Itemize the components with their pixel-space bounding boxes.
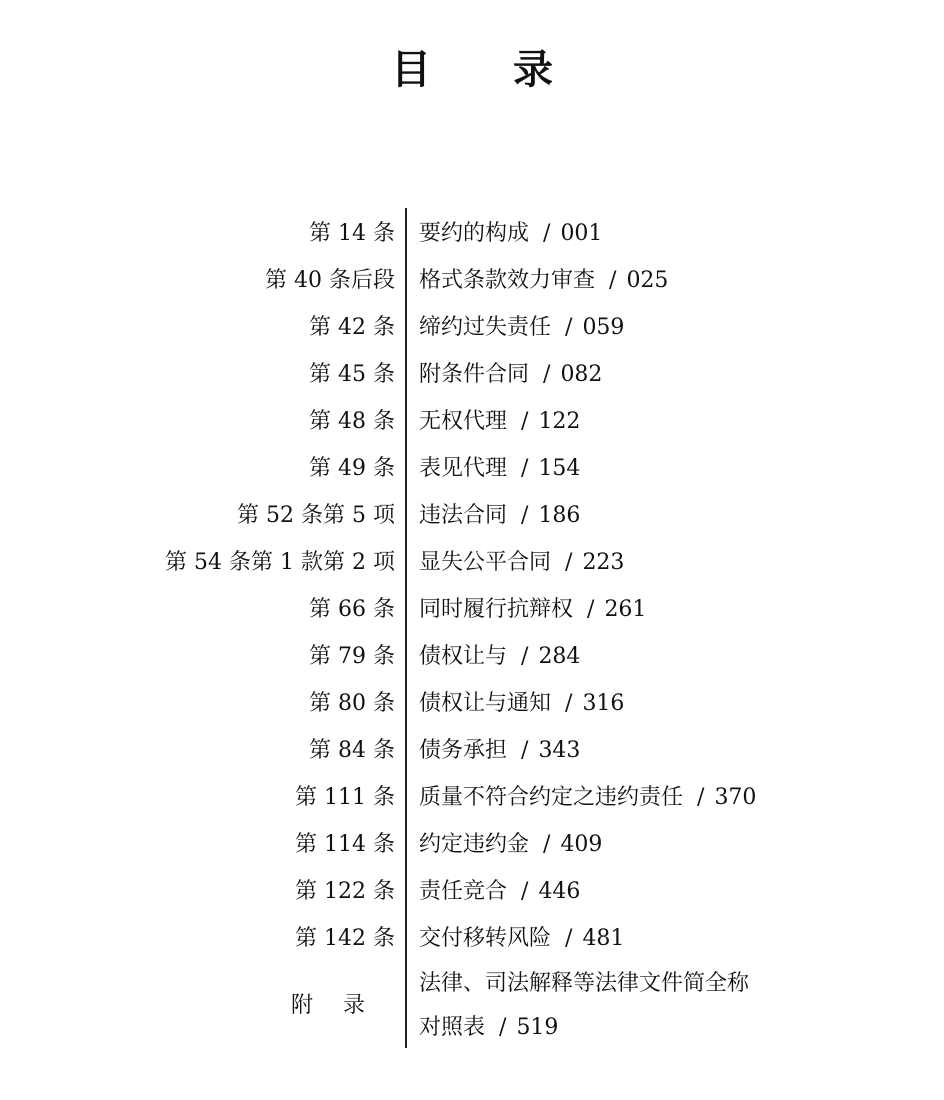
- toc-entry[interactable]: [0, 351, 944, 398]
- toc-separator: /: [565, 550, 573, 575]
- toc-entry[interactable]: [0, 680, 944, 727]
- toc-entry-appendix[interactable]: [0, 962, 944, 1050]
- toc-entry-text: [419, 821, 859, 868]
- toc-entry-text: [419, 774, 859, 821]
- toc-appendix-title-line2: 对照表: [419, 1015, 486, 1040]
- table-of-contents: [0, 210, 944, 1050]
- toc-entry[interactable]: [0, 492, 944, 539]
- toc-page-number: 370: [714, 785, 757, 810]
- toc-page-number: 343: [538, 738, 581, 763]
- toc-page-number: 122: [538, 409, 581, 434]
- toc-entry[interactable]: [0, 210, 944, 257]
- toc-entry[interactable]: [0, 774, 944, 821]
- toc-entry-text: [419, 492, 859, 539]
- toc-page-number: 284: [538, 644, 581, 669]
- toc-entry-text: [419, 351, 859, 398]
- toc-entry[interactable]: [0, 398, 944, 445]
- toc-entry-title: 无权代理: [419, 409, 508, 434]
- toc-page-number: 316: [582, 691, 625, 716]
- toc-entry-text: [419, 445, 859, 492]
- toc-entry-text: [419, 680, 859, 727]
- toc-page-number: 261: [604, 597, 647, 622]
- toc-article-number: 第 66 条: [309, 597, 395, 622]
- toc-article-number: 第 14 条: [309, 221, 395, 246]
- toc-entry-title: 附条件合同: [419, 362, 530, 387]
- toc-entry[interactable]: [0, 727, 944, 774]
- toc-entry-text: [419, 398, 859, 445]
- toc-separator: /: [697, 785, 705, 810]
- toc-page-number: 082: [560, 362, 603, 387]
- toc-separator: /: [609, 268, 617, 293]
- toc-entry-title: 显失公平合同: [419, 550, 552, 575]
- toc-appendix-text: [419, 962, 859, 1050]
- toc-separator: /: [565, 926, 573, 951]
- toc-article-number: 第 80 条: [309, 691, 395, 716]
- toc-article-number: 第 122 条: [295, 879, 395, 904]
- toc-entry-title: 违法合同: [419, 503, 508, 528]
- toc-entry[interactable]: [0, 868, 944, 915]
- toc-separator: /: [521, 503, 529, 528]
- toc-entry-text: [419, 539, 859, 586]
- toc-entry[interactable]: [0, 821, 944, 868]
- toc-article-number: 第 45 条: [309, 362, 395, 387]
- toc-entry-title: 要约的构成: [419, 221, 530, 246]
- toc-entry-text: [419, 727, 859, 774]
- toc-entry[interactable]: [0, 445, 944, 492]
- toc-page-number: 446: [538, 879, 581, 904]
- toc-separator: /: [565, 691, 573, 716]
- toc-entry-text: [419, 915, 859, 962]
- toc-page-number: 409: [560, 832, 603, 857]
- toc-page-number: 059: [582, 315, 625, 340]
- toc-article-number: 第 111 条: [295, 785, 395, 810]
- toc-page-number: 481: [582, 926, 625, 951]
- toc-entry-title: 表见代理: [419, 456, 508, 481]
- toc-entry-text: [419, 868, 859, 915]
- toc-separator: /: [543, 832, 551, 857]
- toc-separator: /: [521, 409, 529, 434]
- toc-entry-title: 债权让与通知: [419, 691, 552, 716]
- toc-page-number: 001: [560, 221, 603, 246]
- toc-page-number: 519: [516, 1015, 559, 1040]
- toc-entry[interactable]: [0, 586, 944, 633]
- toc-article-number: 第 52 条第 5 项: [237, 503, 395, 528]
- toc-entry-title: 约定违约金: [419, 832, 530, 857]
- toc-entry-title: 债务承担: [419, 738, 508, 763]
- toc-page-number: 186: [538, 503, 581, 528]
- toc-article-number: 第 42 条: [309, 315, 395, 340]
- toc-separator: /: [587, 597, 595, 622]
- toc-article-number: 第 54 条第 1 款第 2 项: [165, 550, 395, 575]
- toc-article-number: 第 142 条: [295, 926, 395, 951]
- toc-entry-title: 同时履行抗辩权: [419, 597, 574, 622]
- toc-appendix-label: 附录: [290, 993, 395, 1018]
- toc-entry[interactable]: [0, 915, 944, 962]
- toc-page-number: 223: [582, 550, 625, 575]
- toc-entry-title: 缔约过失责任: [419, 315, 552, 340]
- toc-separator: /: [499, 1015, 507, 1040]
- toc-separator: /: [565, 315, 573, 340]
- toc-entry-text: [419, 304, 859, 351]
- toc-entry-text: [419, 586, 859, 633]
- toc-article-number: 第 40 条后段: [265, 268, 395, 293]
- toc-separator: /: [543, 362, 551, 387]
- page-title: 目 录: [391, 47, 587, 93]
- toc-entry[interactable]: [0, 257, 944, 304]
- toc-separator: /: [543, 221, 551, 246]
- toc-article-number: 第 48 条: [309, 409, 395, 434]
- toc-entry-title: 债权让与: [419, 644, 508, 669]
- toc-separator: /: [521, 644, 529, 669]
- toc-entry-text: [419, 633, 859, 680]
- toc-entry-title: 责任竞合: [419, 879, 508, 904]
- toc-entry-title: 格式条款效力审查: [419, 268, 596, 293]
- toc-article-number: 第 49 条: [309, 456, 395, 481]
- toc-article-number: 第 84 条: [309, 738, 395, 763]
- toc-page-number: 154: [538, 456, 581, 481]
- toc-page-number: 025: [626, 268, 669, 293]
- toc-entry-title: 质量不符合约定之违约责任: [419, 785, 684, 810]
- toc-entry-text: [419, 210, 859, 257]
- toc-article-number: 第 79 条: [309, 644, 395, 669]
- toc-entry-title: 交付移转风险: [419, 926, 552, 951]
- toc-appendix-title-line1: 法律、司法解释等法律文件简全称: [419, 971, 750, 996]
- toc-entry[interactable]: [0, 633, 944, 680]
- toc-appendix-line2: [419, 1006, 859, 1050]
- toc-entry[interactable]: [0, 539, 944, 586]
- toc-entry[interactable]: [0, 304, 944, 351]
- toc-separator: /: [521, 456, 529, 481]
- toc-entry-text: [419, 257, 859, 304]
- toc-separator: /: [521, 738, 529, 763]
- toc-article-number: 第 114 条: [295, 832, 395, 857]
- toc-separator: /: [521, 879, 529, 904]
